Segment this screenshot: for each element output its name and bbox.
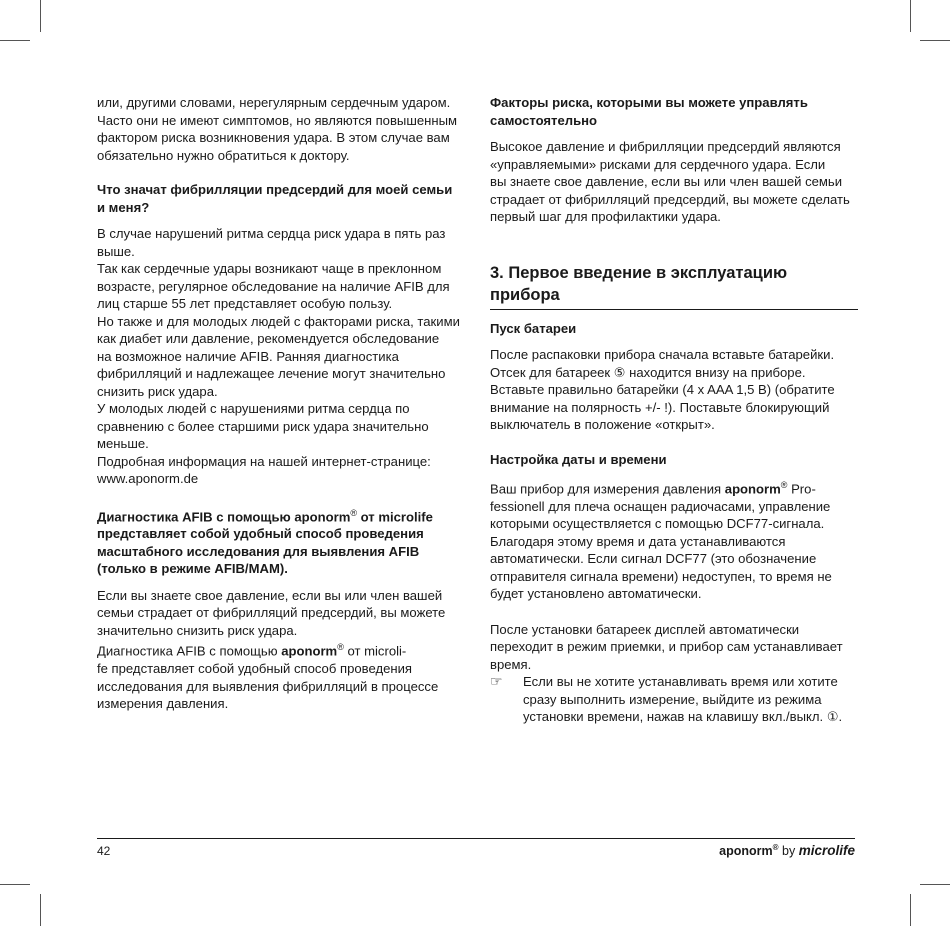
right-column: [490, 94, 858, 726]
heading-date-time: Настройка даты и времени: [490, 451, 667, 467]
crop-mark: [0, 40, 30, 41]
hint-note: [490, 673, 858, 726]
paragraph: Высокое давление и фибрилляции предсердий являются «управляемыми» рисками для сердечного удара. Если вы знаете свое давление, если вы или член вашей семьи страдает от фибрилляций предсердий, вы можете сделать первый шаг для профилактики удара.: [490, 139, 850, 224]
paragraph: или, другими словами, нерегулярным сердечным ударом. Часто они не имеют симптомов, но являются повышенным фактором риска возникновения удара. В этом случае вам обязательно нужно обратиться к доктору.: [97, 95, 457, 163]
paragraph: После установки батареек дисплей автоматически переходит в режим приемки, и прибор сам устанавливает время.: [490, 621, 843, 672]
crop-mark: [0, 884, 30, 885]
footer-divider: [97, 838, 855, 839]
heading-afib-diagnostics: Диагностика AFIB с помощью aponorm® от microlife представляет собой удобный способ проведения масштабного исследования для выявления AFIB (только в режиме AFIB/MAM).: [97, 507, 433, 577]
crop-mark: [40, 0, 41, 32]
crop-mark: [910, 894, 911, 926]
crop-mark: [920, 40, 950, 41]
section-title: 3. Первое введение в эксплуатацию прибора: [490, 262, 858, 310]
page-number: 42: [97, 844, 111, 858]
left-column: [97, 94, 465, 713]
paragraph: После распаковки прибора сначала вставьте батарейки. Отсек для батареек ⑤ находится внизу на приборе. Вставьте правильно батарейки (4 x AAA 1,5 В) (обратите внимание на полярность +/- !). Поставьте блокирующий выключатель в положение «открыт».: [490, 347, 835, 432]
brand-logo: aponorm® by microlife: [719, 843, 855, 859]
crop-mark: [920, 884, 950, 885]
paragraph: Если вы знаете свое давление, если вы или член вашей семьи страдает от фибрилляций предсердий, вы можете значительно снизить риск удара. Диагностика AFIB с помощью aponorm® от microli- fe представляет собой удобный способ проведения исследования для выявления фибрилляций в процессе измерения давления.: [97, 587, 446, 712]
heading-battery: Пуск батареи: [490, 320, 577, 336]
hint-text: Если вы не хотите устанавливать время или хотите сразу выполнить измерение, выйдите из режима установки времени, нажав на клавишу вкл./выкл. ①.: [523, 674, 843, 725]
crop-mark: [40, 894, 41, 926]
pointing-hand-icon: ☞: [490, 673, 503, 690]
paragraph: Ваш прибор для измерения давления aponorm® Pro- fessionell для плеча оснащен радиочасами, управление которыми осуществляется с помощью DCF77-сигнала. Благодаря этому время и дата устанавливаются автоматически. Если сигнал DCF77 (это обозначение отправителя сигнала времени) недоступен, то время не будет установлено автоматически.: [490, 480, 832, 602]
heading-afib-family: Что значат фибрилляции предсердий для моей семьи и меня?: [97, 182, 453, 215]
paragraph: В случае нарушений ритма сердца риск удара в пять раз выше. Так как сердечные удары возникают чаще в преклонном возрасте, регулярное обследование на наличие AFIB для лиц старше 55 лет представляет особую пользу. Но также и для молодых людей с факторами риска, такими как диабет или давление, рекомендуется обследование на возможное наличие AFIB. Ранняя диагностика фибрилляций и надлежащее лечение могут значительно снизить риск удара. У молодых людей с нарушениями ритма сердца по сравнению с более старшими риск удара значительно меньше. Подробная информация на нашей интернет-странице: www.aponorm.de: [97, 226, 460, 486]
heading-risk-factors: Факторы риска, которыми вы можете управлять самостоятельно: [490, 95, 808, 128]
website-link[interactable]: www.aponorm.de: [97, 471, 199, 486]
crop-mark: [910, 0, 911, 32]
